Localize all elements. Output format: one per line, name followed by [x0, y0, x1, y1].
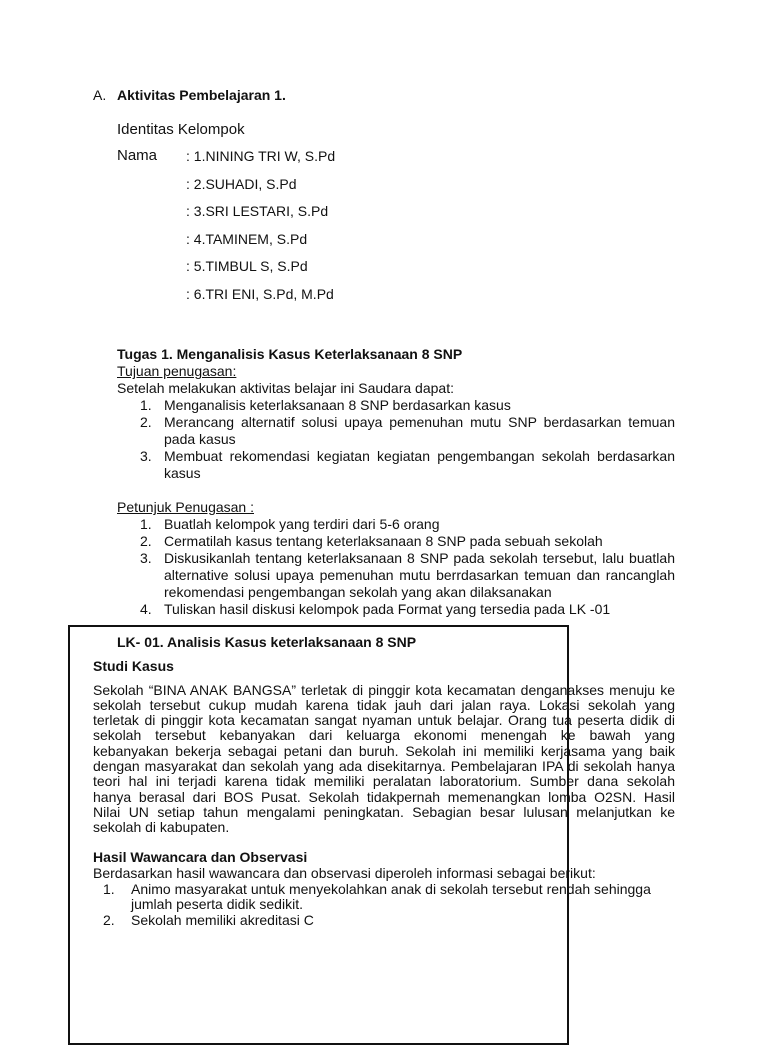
- instruction-heading: Petunjuk Penugasan :: [117, 499, 254, 515]
- case-line: hanya berasal dari BOS Pusat. Sekolah tidakpernah memenangkan lomba O2SN. Hasil: [93, 789, 675, 805]
- goal-text: Membuat rekomendasi kegiatan kegiatan pengembangan sekolah berdasarkan: [164, 448, 675, 464]
- member-item: : 2.SUHADI, S.Pd: [186, 176, 297, 192]
- goal-heading: Tujuan penugasan:: [117, 363, 237, 379]
- member-item: : 5.TIMBUL S, S.Pd: [186, 258, 308, 274]
- instruction-number: 1.: [140, 516, 152, 532]
- goal-number: 3.: [140, 448, 152, 464]
- case-line: sekolah tersebut kebanyakan dari keluarga ekonomi menengah ke bawah yang: [93, 727, 675, 743]
- case-line: terletak di pinggir kota kecamatan sangat nyaman untuk belajar. Orang tua peserta didik di: [93, 712, 675, 728]
- instruction-number: 2.: [140, 533, 152, 549]
- member-item: : 3.SRI LESTARI, S.Pd: [186, 203, 329, 219]
- goal-text: Merancang alternatif solusi upaya pemenuhan mutu SNP berdasarkan temuan: [164, 414, 675, 430]
- interview-intro: Berdasarkan hasil wawancara dan observasi diperoleh informasi sebagai berikut:: [93, 865, 596, 881]
- finding-text: Animo masyarakat untuk menyekolahkan anak di sekolah tersebut rendah sehingga: [131, 881, 651, 897]
- goal-intro: Setelah melakukan aktivitas belajar ini Saudara dapat:: [117, 380, 454, 396]
- instruction-text: Diskusikanlah tentang keterlaksanaan 8 SNP pada sekolah tersebut, lalu buatlah: [164, 550, 675, 566]
- case-line: kebanyakan bekerja sebagai petani dan buruh. Sekolah ini memiliki kerjasama yang baik: [93, 743, 675, 759]
- instruction-text: alternative solusi upaya pemenuhan mutu berrdasarkan temuan dan rancanglah: [164, 567, 675, 583]
- instruction-text: rekomendasi pengembangan sekolah yang akan dilaksanakan: [164, 584, 552, 600]
- instruction-text: Buatlah kelompok yang terdiri dari 5-6 orang: [164, 516, 440, 532]
- finding-text: Sekolah memiliki akreditasi C: [131, 912, 314, 928]
- case-line: dengan masyarakat dan sekolah yang ada disekitarnya. Pembelajaran IPA di sekolah hanya: [93, 758, 675, 774]
- case-line: teori hal ini terjadi karena tidak memiliki peralatan laboratorium. Sumber dana sekolah: [93, 773, 675, 789]
- member-item: : 6.TRI ENI, S.Pd, M.Pd: [186, 286, 334, 302]
- goal-text: kasus: [164, 465, 201, 481]
- instruction-number: 4.: [140, 601, 152, 617]
- finding-text: jumlah peserta didik sedikit.: [131, 896, 303, 912]
- name-label: Nama: [117, 147, 158, 164]
- instruction-number: 3.: [140, 550, 152, 566]
- finding-number: 1.: [103, 881, 115, 897]
- case-line: sekolah di kabupaten.: [93, 819, 230, 835]
- member-item: : 1.NINING TRI W, S.Pd: [186, 148, 336, 164]
- task-title: Tugas 1. Menganalisis Kasus Keterlaksanaan 8 SNP: [117, 346, 463, 362]
- worksheet-title: LK- 01. Analisis Kasus keterlaksanaan 8 SNP: [117, 634, 417, 650]
- section-title: Aktivitas Pembelajaran 1.: [117, 87, 286, 103]
- goal-number: 2.: [140, 414, 152, 430]
- member-item: : 4.TAMINEM, S.Pd: [186, 231, 308, 247]
- case-line: Nilai UN setiap tahun mengalami peningkatan. Sebagian besar lulusan melanjutkan ke: [93, 804, 675, 820]
- instruction-text: Tuliskan hasil diskusi kelompok pada Format yang tersedia pada LK -01: [164, 601, 611, 617]
- case-heading: Studi Kasus: [93, 658, 174, 674]
- finding-number: 2.: [103, 912, 115, 928]
- goal-text: pada kasus: [164, 431, 236, 447]
- goal-text: Menganalisis keterlaksanaan 8 SNP berdasarkan kasus: [164, 397, 511, 413]
- section-letter: A.: [93, 87, 107, 103]
- group-heading: Identitas Kelompok: [117, 121, 245, 138]
- case-line: sekolah tersebut cukup mudah karena tidak jauh dari jalan raya. Lokasi sekolah yang: [93, 697, 675, 713]
- case-line: Sekolah “BINA ANAK BANGSA” terletak di pinggir kota kecamatan denganakses menuju ke: [93, 682, 675, 698]
- goal-number: 1.: [140, 397, 152, 413]
- interview-heading: Hasil Wawancara dan Observasi: [93, 849, 308, 865]
- instruction-text: Cermatilah kasus tentang keterlaksanaan 8 SNP pada sebuah sekolah: [164, 533, 603, 549]
